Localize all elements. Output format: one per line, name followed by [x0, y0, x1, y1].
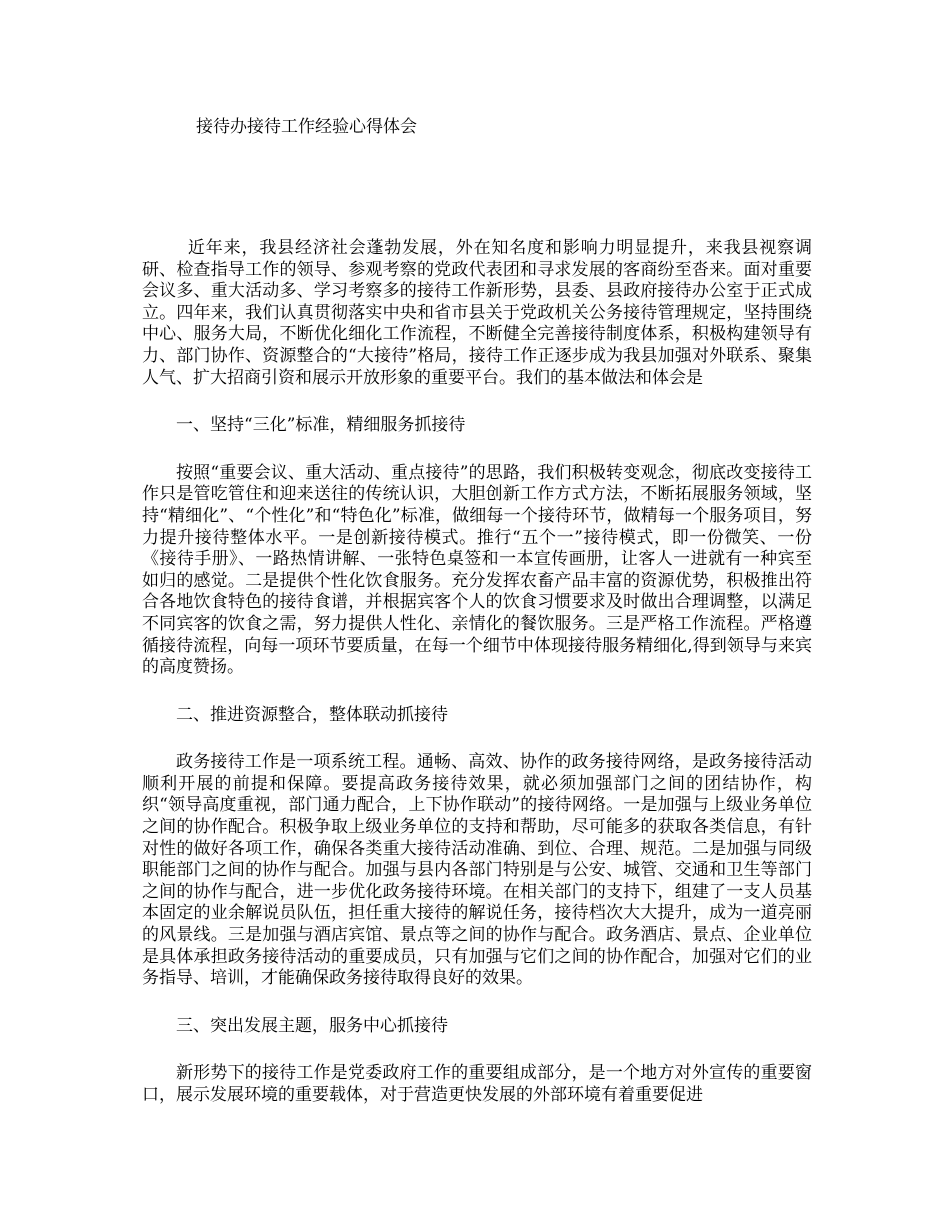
section-paragraph-1: 按照“重要会议、重大活动、重点接待”的思路，我们积极转变观念，彻底改变接待工作只是管吃管住和迎来送往的传统认识，大胆创新工作方式方法，不断拓展服务领域，坚持“精细化”、“个性化”和“特色化”标准，做细每一个接待环节，做精每一个服务项目，努力提升接待整体水平。一是创新接待模式。推行“五个一”接待模式，即一份微笑、一份《接待手册》、一路热情讲解、一张特色桌签和一本宣传画册，让客人一进就有一种宾至如归的感觉。二是提供个性化饮食服务。充分发挥农畜产品丰富的资源优势，积极推出符合各地饮食特色的接待食谱，并根据宾客个人的饮食习惯要求及时做出合理调整，以满足不同宾客的饮食之需，努力提供人性化、亲情化的餐饮服务。三是严格工作流程。严格遵循接待流程，向每一项环节要质量，在每一个细节中体现接待服务精细化,得到领导与来宾的高度赞扬。	[142, 462, 812, 678]
document-title: 接待办接待工作经验心得体会	[196, 117, 417, 137]
section-paragraph-3: 新形势下的接待工作是党委政府工作的重要组成部分，是一个地方对外宣传的重要窗口，展示发展环境的重要载体，对于营造更快发展的外部环境有着重要促进	[142, 1063, 812, 1105]
section-heading-1: 一、坚持“三化”标准，精细服务抓接待	[176, 415, 466, 436]
section-paragraph-2: 政务接待工作是一项系统工程。通畅、高效、协作的政务接待网络，是政务接待活动顺利开展的前提和保障。要提高政务接待效果，就必须加强部门之间的团结协作，构织“领导高度重视，部门通力配合，上下协作联动”的接待网络。一是加强与上级业务单位之间的协作配合。积极争取上级业务单位的支持和帮助，尽可能多的获取各类信息，有针对性的做好各项工作，确保各类重大接待活动准确、到位、合理、规范。二是加强与同级职能部门之间的协作与配合。加强与县内各部门特别是与公安、城管、交通和卫生等部门之间的协作与配合，进一步优化政务接待环境。在相关部门的支持下，组建了一支人员基本固定的业余解说员队伍，担任重大接待的解说任务，接待档次大大提升，成为一道亮丽的风景线。三是加强与酒店宾馆、景点等之间的协作与配合。政务酒店、景点、企业单位是具体承担政务接待活动的重要成员，只有加强与它们之间的协作配合，加强对它们的业务指导、培训，才能确保政务接待取得良好的效果。	[142, 752, 812, 989]
document-body	[142, 238, 812, 1107]
intro-paragraph: 近年来，我县经济社会蓬勃发展，外在知名度和影响力明显提升，来我县视察调研、检查指导工作的领导、参观考察的党政代表团和寻求发展的客商纷至沓来。面对重要会议多、重大活动多、学习考察多的接待工作新形势，县委、县政府接待办公室于正式成立。四年来，我们认真贯彻落实中央和省市县关于党政机关公务接待管理规定，坚持围绕中心、服务大局，不断优化细化工作流程，不断健全完善接待制度体系，积极构建领导有力、部门协作、资源整合的“大接待”格局，接待工作正逐步成为我县加强对外联系、聚集人气、扩大招商引资和展示开放形象的重要平台。我们的基本做法和体会是	[142, 238, 812, 388]
section-heading-3: 三、突出发展主题，服务中心抓接待	[176, 1015, 448, 1036]
section-heading-2: 二、推进资源整合，整体联动抓接待	[176, 704, 448, 725]
